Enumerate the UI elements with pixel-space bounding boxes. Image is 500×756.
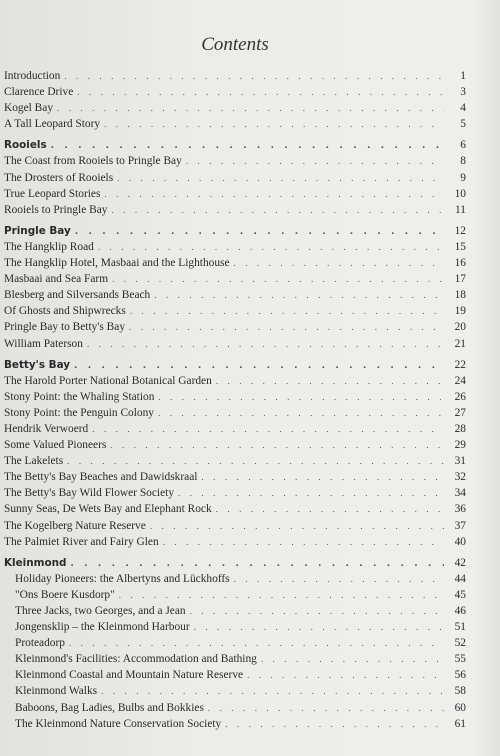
toc-entry bbox=[4, 186, 466, 202]
toc-entry bbox=[4, 153, 466, 169]
dot-leader bbox=[154, 287, 444, 303]
toc-section-heading bbox=[4, 555, 466, 571]
toc-entry-label: Holiday Pioneers: the Albertyns and Lückhoffs bbox=[15, 572, 230, 585]
toc-entry bbox=[4, 373, 466, 389]
toc-page-number: 6 bbox=[460, 139, 466, 152]
toc-entry bbox=[4, 202, 466, 218]
toc-page-number: 52 bbox=[454, 637, 466, 650]
toc-entry-label: The Betty's Bay Beaches and Dawidskraal bbox=[4, 471, 198, 484]
dot-leader bbox=[104, 186, 444, 202]
toc-page-number: 3 bbox=[460, 86, 466, 99]
toc-entry-label: The Hangklip Road bbox=[4, 240, 94, 253]
dot-leader bbox=[163, 534, 444, 550]
toc-entry-label: Sunny Seas, De Wets Bay and Elephant Rock bbox=[4, 503, 212, 516]
toc-entry-label: Proteadorp bbox=[15, 637, 65, 650]
dot-leader bbox=[247, 667, 444, 683]
toc-page-number: 44 bbox=[454, 572, 466, 585]
toc-entry bbox=[4, 84, 466, 100]
toc-entry-label: Three Jacks, two Georges, and a Jean bbox=[15, 605, 186, 617]
dot-leader bbox=[64, 68, 444, 84]
dot-leader bbox=[186, 153, 444, 169]
toc-entry-label: "Ons Boere Kusdorp" bbox=[15, 588, 115, 601]
dot-leader bbox=[57, 100, 444, 116]
dot-leader bbox=[98, 239, 444, 255]
toc-entry-label: The Lakelets bbox=[4, 455, 64, 468]
dot-leader bbox=[104, 116, 444, 132]
toc-page-number: 20 bbox=[454, 321, 466, 334]
toc-entry-label: Pringle Bay to Betty's Bay bbox=[4, 321, 126, 334]
toc-entry-label: The Hangklip Hotel, Masbaai and the Lighthouse bbox=[4, 257, 230, 270]
toc-page-number: 5 bbox=[460, 118, 466, 131]
toc-entry bbox=[4, 667, 466, 683]
toc-entry-label: The Coast from Rooiels to Pringle Bay bbox=[4, 155, 182, 168]
toc-entry bbox=[4, 68, 466, 84]
toc-page-number: 56 bbox=[454, 669, 466, 682]
dot-leader bbox=[101, 683, 444, 699]
dot-leader bbox=[158, 405, 444, 421]
toc-page-number: 12 bbox=[454, 224, 466, 237]
toc-entry bbox=[4, 603, 466, 619]
toc-entry bbox=[4, 170, 466, 186]
toc-entry-label: True Leopard Stories bbox=[4, 187, 101, 200]
dot-leader bbox=[87, 336, 444, 352]
toc-entry-label: Kogel Bay bbox=[4, 102, 54, 115]
toc-entry-label: Kleinmond Walks bbox=[15, 685, 98, 698]
toc-entry bbox=[4, 501, 466, 517]
toc-entry-label: Jongensklip – the Kleinmond Harbour bbox=[15, 621, 190, 634]
toc-entry-label: William Paterson bbox=[4, 337, 83, 350]
dot-leader bbox=[150, 518, 444, 534]
toc-entry-label: Some Valued Pioneers bbox=[4, 439, 107, 452]
toc-entry bbox=[4, 421, 466, 437]
dot-leader bbox=[261, 651, 444, 667]
toc-entry bbox=[4, 485, 466, 501]
toc-entry bbox=[4, 405, 466, 421]
toc-page-number: 9 bbox=[460, 171, 466, 184]
table-of-contents bbox=[4, 68, 466, 732]
toc-entry bbox=[4, 271, 466, 287]
toc-entry bbox=[4, 437, 466, 453]
toc-page-number: 32 bbox=[454, 471, 466, 484]
dot-leader bbox=[67, 453, 444, 469]
toc-entry bbox=[4, 319, 466, 335]
toc-page-number: 27 bbox=[454, 406, 466, 419]
toc-entry bbox=[4, 619, 466, 635]
dot-leader bbox=[77, 84, 444, 100]
toc-page-number: 8 bbox=[460, 155, 466, 168]
toc-entry bbox=[4, 534, 466, 550]
toc-page-number: 46 bbox=[454, 605, 466, 617]
toc-entry-label: Introduction bbox=[4, 70, 61, 82]
toc-page-number: 26 bbox=[454, 390, 466, 403]
dot-leader bbox=[112, 271, 444, 287]
toc-entry-label: Pringle Bay bbox=[4, 224, 71, 237]
toc-entry bbox=[4, 100, 466, 116]
dot-leader bbox=[119, 587, 444, 603]
page-edge-shadow bbox=[470, 0, 500, 756]
toc-entry-label: The Harold Porter National Botanical Garden bbox=[4, 374, 212, 387]
dot-leader bbox=[158, 389, 444, 405]
dot-leader bbox=[194, 619, 444, 635]
dot-leader bbox=[234, 571, 444, 587]
toc-entry-label: The Palmiet River and Fairy Glen bbox=[4, 535, 159, 548]
dot-leader bbox=[70, 556, 444, 572]
toc-section-heading bbox=[4, 223, 466, 239]
page-title: Contents bbox=[201, 34, 269, 55]
toc-page-number: 10 bbox=[454, 187, 466, 200]
toc-page-number: 24 bbox=[454, 374, 466, 387]
toc-page-number: 18 bbox=[454, 289, 466, 302]
toc-entry-label: Masbaai and Sea Farm bbox=[4, 273, 109, 286]
toc-entry bbox=[4, 389, 466, 405]
toc-page-number: 45 bbox=[454, 588, 466, 601]
toc-page-number: 29 bbox=[454, 439, 466, 452]
toc-page-number: 11 bbox=[455, 203, 466, 216]
dot-leader bbox=[110, 437, 444, 453]
toc-page-number: 58 bbox=[454, 685, 466, 698]
toc-entry bbox=[4, 635, 466, 651]
toc-page-number: 36 bbox=[454, 503, 466, 516]
dot-leader bbox=[69, 635, 444, 651]
toc-entry-label: Kleinmond's Facilities: Accommodation and Bathing bbox=[15, 653, 257, 666]
toc-page-number: 4 bbox=[460, 102, 466, 115]
toc-page-number: 31 bbox=[454, 455, 466, 468]
dot-leader bbox=[75, 224, 444, 240]
dot-leader bbox=[234, 255, 444, 271]
toc-entry bbox=[4, 287, 466, 303]
toc-page-number: 1 bbox=[460, 70, 466, 82]
toc-section-heading bbox=[4, 357, 466, 373]
toc-entry-label: Baboons, Bag Ladies, Bulbs and Bokkies bbox=[15, 701, 204, 714]
dot-leader bbox=[208, 700, 444, 716]
toc-entry bbox=[4, 453, 466, 469]
dot-leader bbox=[190, 603, 444, 619]
toc-entry bbox=[4, 683, 466, 699]
toc-page-number: 40 bbox=[454, 535, 466, 548]
toc-entry bbox=[4, 700, 466, 716]
toc-page-number: 28 bbox=[454, 422, 466, 435]
toc-page-number: 42 bbox=[454, 556, 466, 569]
toc-entry-label: Kleinmond Coastal and Mountain Nature Reserve bbox=[15, 669, 244, 682]
toc-entry bbox=[4, 518, 466, 534]
toc-entry bbox=[4, 116, 466, 132]
dot-leader bbox=[111, 202, 444, 218]
toc-entry-label: Kleinmond bbox=[4, 556, 67, 569]
toc-entry-label: Clarence Drive bbox=[4, 86, 74, 99]
toc-entry-label: Stony Point: the Penguin Colony bbox=[4, 406, 154, 419]
dot-leader bbox=[130, 303, 444, 319]
toc-page-number: 19 bbox=[454, 305, 466, 318]
dot-leader bbox=[178, 485, 444, 501]
toc-entry-label: Rooiels bbox=[4, 139, 47, 152]
dot-leader bbox=[216, 501, 444, 517]
toc-page-number: 22 bbox=[454, 358, 466, 371]
toc-entry bbox=[4, 716, 466, 732]
toc-page-number: 61 bbox=[454, 717, 466, 730]
toc-entry-label: Of Ghosts and Shipwrecks bbox=[4, 305, 126, 318]
dot-leader bbox=[216, 373, 444, 389]
toc-page-number: 55 bbox=[454, 653, 466, 666]
toc-entry bbox=[4, 587, 466, 603]
toc-entry-label: The Kogelberg Nature Reserve bbox=[4, 519, 146, 532]
toc-entry-label: Betty's Bay bbox=[4, 358, 71, 371]
toc-entry bbox=[4, 469, 466, 485]
toc-entry-label: The Betty's Bay Wild Flower Society bbox=[4, 487, 175, 500]
toc-page-number: 15 bbox=[454, 240, 466, 253]
toc-entry bbox=[4, 255, 466, 271]
toc-entry bbox=[4, 239, 466, 255]
dot-leader bbox=[129, 319, 444, 335]
dot-leader bbox=[92, 421, 444, 437]
toc-entry-label: Blesberg and Silversands Beach bbox=[4, 289, 151, 302]
dot-leader bbox=[74, 358, 444, 374]
toc-page-number: 16 bbox=[454, 257, 466, 270]
toc-entry bbox=[4, 651, 466, 667]
toc-entry-label: Hendrik Verwoerd bbox=[4, 422, 89, 435]
toc-page-number: 34 bbox=[454, 487, 466, 500]
toc-page-number: 51 bbox=[454, 621, 466, 634]
toc-page-number: 21 bbox=[454, 337, 466, 350]
toc-entry-label: A Tall Leopard Story bbox=[4, 118, 101, 131]
dot-leader bbox=[117, 170, 444, 186]
toc-page-number: 17 bbox=[454, 273, 466, 286]
dot-leader bbox=[51, 138, 444, 154]
toc-entry-label: Stony Point: the Whaling Station bbox=[4, 390, 155, 403]
toc-entry-label: The Drosters of Rooiels bbox=[4, 171, 114, 184]
toc-page-number: 60 bbox=[454, 701, 466, 714]
toc-page-number: 37 bbox=[454, 519, 466, 532]
toc-entry bbox=[4, 336, 466, 352]
dot-leader bbox=[201, 469, 444, 485]
dot-leader bbox=[225, 716, 444, 732]
toc-entry-label: Rooiels to Pringle Bay bbox=[4, 203, 108, 216]
toc-section-heading bbox=[4, 137, 466, 153]
toc-entry bbox=[4, 303, 466, 319]
toc-entry-label: The Kleinmond Nature Conservation Society bbox=[15, 717, 222, 730]
toc-entry bbox=[4, 571, 466, 587]
